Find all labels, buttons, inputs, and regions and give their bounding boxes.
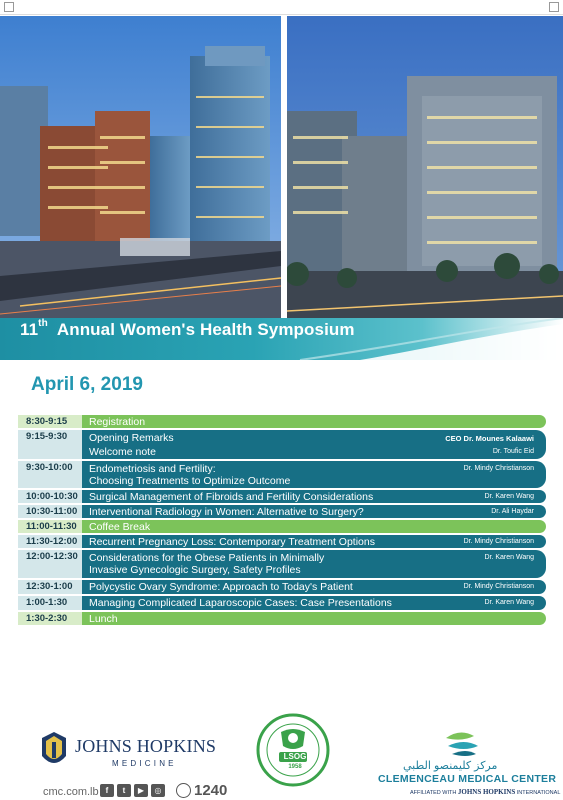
agenda-title: Welcome note <box>89 446 156 458</box>
agenda-title: Surgical Management of Fibroids and Fertility Considerations <box>89 491 374 503</box>
agenda-title: Opening Remarks <box>89 432 174 444</box>
agenda-title: Endometriosis and Fertility: <box>89 463 216 475</box>
phone-number[interactable]: 1240 <box>194 782 228 799</box>
facebook-icon[interactable]: f <box>100 784 114 797</box>
hospital-photo-right <box>287 16 563 318</box>
hospital-photo-left <box>0 16 281 318</box>
instagram-icon[interactable]: ◎ <box>151 784 165 797</box>
agenda-row <box>18 580 546 594</box>
clemenceau-affiliation: AFFILIATED WITH JOHNS HOPKINS INTERNATIONAL <box>410 788 561 796</box>
lsog-seal-icon <box>255 712 331 788</box>
agenda-time: 12:30-1:00 <box>18 580 82 594</box>
agenda-title: Registration <box>89 416 146 428</box>
agenda-title: Lunch <box>89 613 118 625</box>
agenda-time: 8:30-9:15 <box>18 415 82 428</box>
agenda-speaker: Dr. Ali Haydar <box>491 508 534 515</box>
agenda-time: 11:00-11:30 <box>18 520 82 533</box>
lsog-year: 1958 <box>288 764 302 770</box>
agenda-row <box>18 550 546 578</box>
website-link[interactable]: cmc.com.lb <box>43 786 99 798</box>
lsog-label: LSOG <box>283 752 307 761</box>
print-slug-bar <box>0 0 563 15</box>
agenda-time: 10:00-10:30 <box>18 490 82 503</box>
agenda-speaker: CEO Dr. Mounes Kalaawi <box>445 434 534 443</box>
johns-hopkins-wordmark: JOHNS HOPKINS <box>75 736 217 756</box>
agenda-row <box>18 461 546 488</box>
agenda-row <box>18 535 546 548</box>
clemenceau-arabic-name: مركز كليمنصو الطبي <box>403 760 498 772</box>
event-date: April 6, 2019 <box>31 374 143 395</box>
twitter-icon[interactable]: t <box>117 784 131 797</box>
agenda-title: Interventional Radiology in Women: Alternative to Surgery? <box>89 506 364 518</box>
agenda-speaker: Dr. Mindy Christianson <box>463 583 534 590</box>
agenda-row <box>18 415 546 428</box>
agenda-title-line2: Invasive Gynecologic Surgery, Safety Profiles <box>89 564 301 576</box>
agenda-title: Considerations for the Obese Patients in Minimally <box>89 552 325 564</box>
agenda-row <box>18 490 546 503</box>
agenda-time: 9:15-9:30 <box>18 430 82 459</box>
agenda-row <box>18 520 546 533</box>
agenda-speaker: Dr. Karen Wang <box>484 493 534 500</box>
agenda-speaker: Dr. Mindy Christianson <box>463 538 534 545</box>
agenda-title-line2: Choosing Treatments to Optimize Outcome <box>89 475 291 487</box>
agenda-time: 10:30-11:00 <box>18 505 82 518</box>
crop-mark-icon <box>549 2 559 12</box>
agenda-title: Recurrent Pregnancy Loss: Contemporary Treatment Options <box>89 536 375 548</box>
agenda-speaker: Dr. Mindy Christianson <box>463 465 534 472</box>
agenda-speaker: Dr. Karen Wang <box>484 599 534 606</box>
agenda-row <box>18 596 546 610</box>
agenda-row <box>18 430 546 459</box>
agenda-speaker: Dr. Karen Wang <box>484 554 534 561</box>
agenda-time: 12:00-12:30 <box>18 550 82 578</box>
agenda-title: Polycystic Ovary Syndrome: Approach to Today's Patient <box>89 581 353 593</box>
clemenceau-name: CLEMENCEAU MEDICAL CENTER <box>378 773 557 785</box>
agenda-title: Managing Complicated Laparoscopic Cases: Case Presentations <box>89 597 392 609</box>
crop-mark-icon <box>4 2 14 12</box>
phone-icon <box>176 783 191 798</box>
agenda-time: 1:30-2:30 <box>18 612 82 625</box>
agenda-time: 9:30-10:00 <box>18 461 82 488</box>
agenda-row <box>18 612 546 625</box>
youtube-icon[interactable]: ▶ <box>134 784 148 797</box>
agenda-speaker: Dr. Toufic Eid <box>492 448 534 455</box>
agenda-time: 1:00-1:30 <box>18 596 82 610</box>
johns-hopkins-subtitle: MEDICINE <box>112 759 177 768</box>
agenda-title: Coffee Break <box>89 521 151 533</box>
symposium-title: 11th Annual Women's Health Symposium <box>20 318 355 339</box>
agenda-time: 11:30-12:00 <box>18 535 82 548</box>
agenda-row <box>18 505 546 518</box>
lsog-seal <box>255 712 331 793</box>
